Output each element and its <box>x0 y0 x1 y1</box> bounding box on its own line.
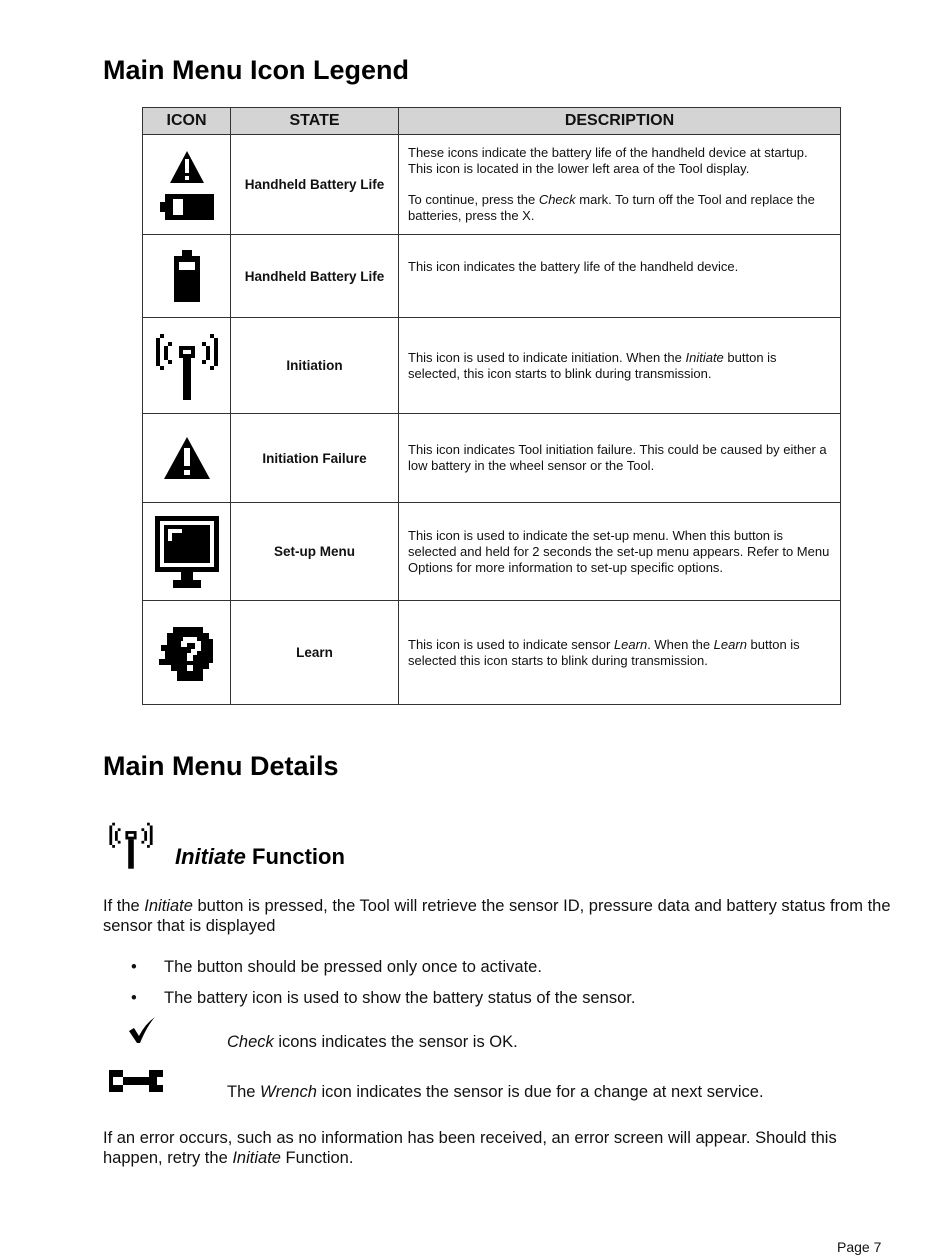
icon-cell <box>143 135 231 235</box>
description-text: This icon indicates Tool initiation failure. This could be caused by either a low battery in the wheel sensor or the Tool. <box>408 442 827 473</box>
warning-triangle-icon <box>169 150 205 184</box>
legend-title: Main Menu Icon Legend <box>103 55 410 85</box>
initiate-function-heading: Initiate Function <box>175 844 345 869</box>
error-paragraph: If an error occurs, such as no information has been received, an error screen will appear. Should this happen, retry the Initiate Function. <box>103 1129 837 1167</box>
table-row <box>143 235 841 318</box>
description-cell <box>399 414 841 503</box>
page-number: Page 7 <box>837 1239 882 1255</box>
icon-cell <box>143 503 231 601</box>
state-cell: Handheld Battery Life <box>231 135 399 235</box>
table-row <box>143 135 841 235</box>
description-cell <box>399 235 841 318</box>
warning-triangle-icon <box>163 436 211 480</box>
learn-head-question-icon <box>157 623 217 683</box>
description-cell <box>399 601 841 705</box>
check-mark-icon <box>127 1016 157 1044</box>
header-state: STATE <box>231 108 399 135</box>
list-item: • The button should be pressed only once to activate. <box>131 958 542 976</box>
description-text: To continue, press the Check mark. To turn off the Tool and replace the batteries, press the X. <box>408 192 815 223</box>
description-text: This icon is used to indicate initiation. When the Initiate button is selected, this icon starts to blink during transmission. <box>408 349 777 381</box>
state-cell: Initiation <box>231 318 399 414</box>
description-text: This icon is used to indicate sensor Learn. When the Learn button is selected this icon starts to blink during transmission. <box>408 636 800 668</box>
table-row <box>143 601 841 705</box>
description-text: These icons indicate the battery life of the handheld device at startup. This icon is located in the lower left area of the Tool display. <box>408 145 808 176</box>
table-row <box>143 414 841 503</box>
description-text: This icon indicates the battery life of the handheld device. <box>408 259 739 274</box>
handheld-battery-icon <box>173 250 201 302</box>
icon-cell <box>143 414 231 503</box>
bullet-dot: • <box>131 989 137 1007</box>
check-description: Check icons indicates the sensor is OK. <box>227 1033 518 1051</box>
antenna-signal-icon <box>108 820 154 870</box>
state-cell: Set-up Menu <box>231 503 399 601</box>
state-cell: Handheld Battery Life <box>231 235 399 318</box>
wrench-icon <box>107 1066 165 1096</box>
table-row <box>143 503 841 601</box>
bullet-dot: • <box>131 958 137 976</box>
antenna-signal-icon <box>154 332 220 400</box>
header-icon: ICON <box>143 108 231 135</box>
description-text: This icon is used to indicate the set-up menu. When this button is selected and held for 2 seconds the set-up menu appears. Refer to Menu Options for more information to set-up specific options. <box>408 527 830 575</box>
icon-cell <box>143 235 231 318</box>
description-cell <box>399 318 841 414</box>
state-cell: Initiation Failure <box>231 414 399 503</box>
monitor-icon <box>154 515 220 589</box>
description-cell <box>399 503 841 601</box>
table-header-row <box>143 108 841 135</box>
icon-cell <box>143 601 231 705</box>
list-item: • The battery icon is used to show the battery status of the sensor. <box>131 989 636 1007</box>
wrench-description: The Wrench icon indicates the sensor is due for a change at next service. <box>227 1083 764 1101</box>
header-description: DESCRIPTION <box>399 108 841 135</box>
low-battery-icon <box>160 194 214 220</box>
description-cell <box>399 135 841 235</box>
state-cell: Learn <box>231 601 399 705</box>
icon-cell <box>143 318 231 414</box>
details-title: Main Menu Details <box>103 751 339 781</box>
initiate-paragraph: If the Initiate button is pressed, the Tool will retrieve the sensor ID, pressure data and battery status from the sensor that is displayed <box>103 897 891 935</box>
icon-legend-table <box>142 107 841 705</box>
table-row <box>143 318 841 414</box>
